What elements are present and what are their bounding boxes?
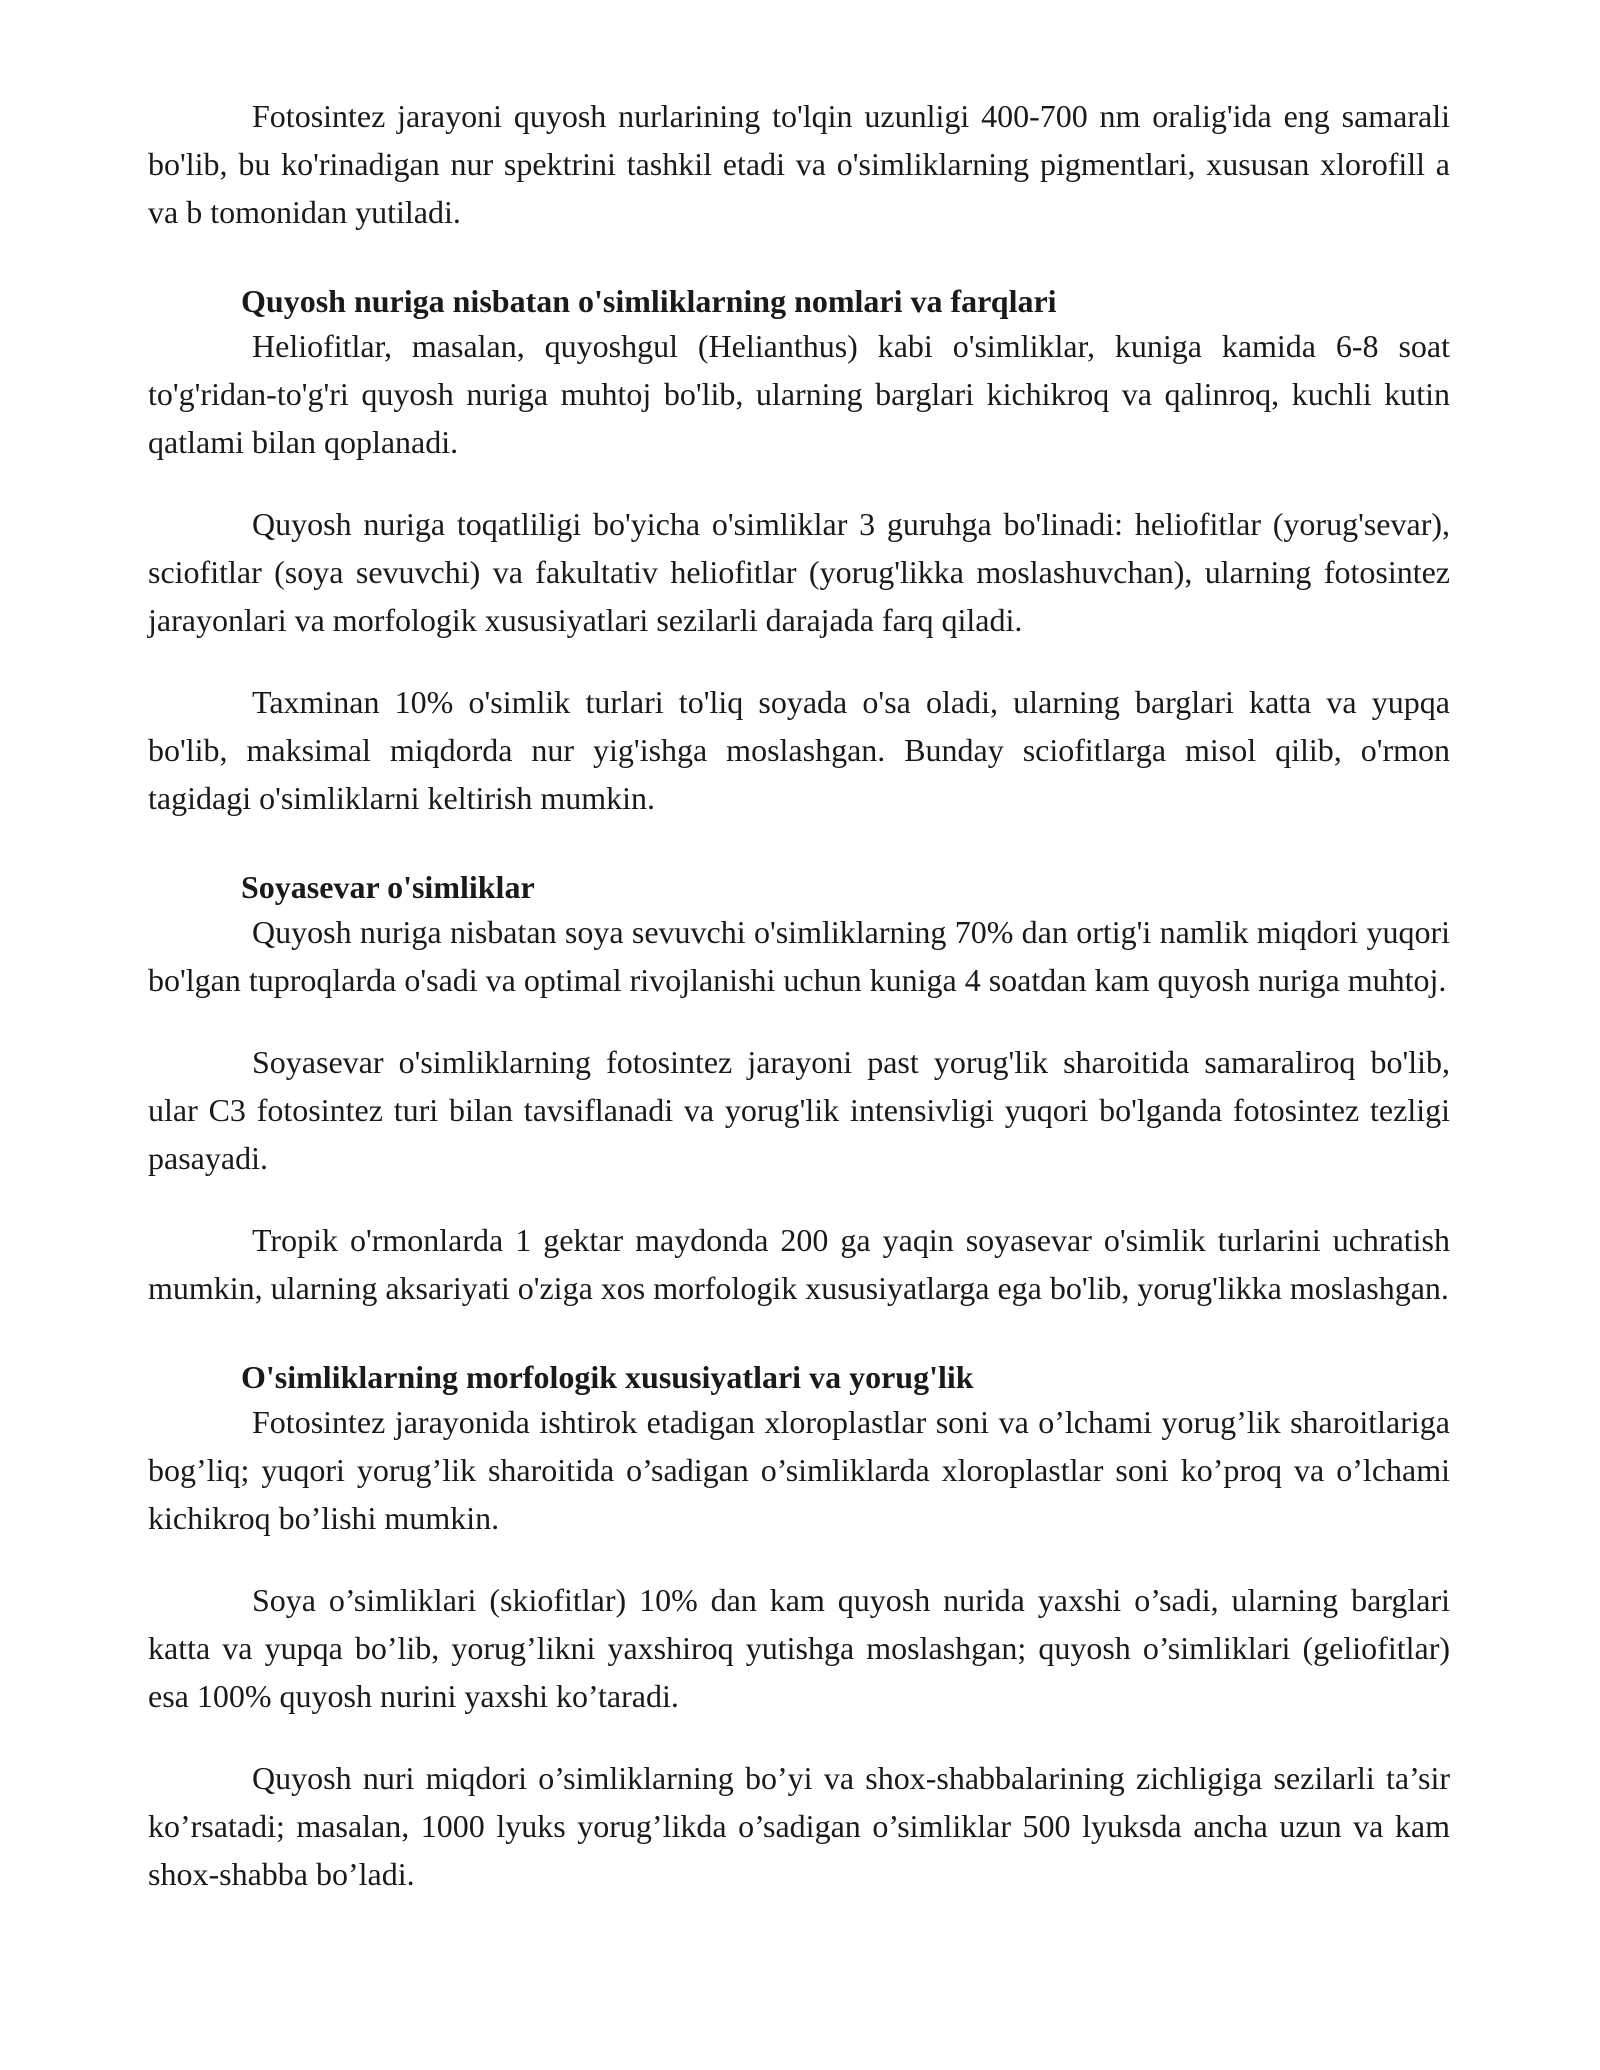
paragraph-shade-moisture: Quyosh nuriga nisbatan soya sevuvchi o'simliklarning 70% dan ortig'i namlik miqdori yuqori bo'lgan tuproqlarda o'sadi va optimal rivojlanishi uchun kuniga 4 soatdan kam quyosh nuriga muhtoj. (148, 914, 1450, 998)
heading-plant-names: Quyosh nuriga nisbatan o'simliklarning nomlari va farqlari (241, 283, 1057, 319)
paragraph-tropical-forests: Tropik o'rmonlarda 1 gektar maydonda 200 ga yaqin soyasevar o'simlik turlarini uchratish mumkin, ularning aksariyati o'ziga xos morfologik xususiyatlarga ega bo'lib, yorug'likka moslashgan. (148, 1222, 1450, 1306)
paragraph-shade-photosynthesis: Soyasevar o'simliklarning fotosintez jarayoni past yorug'lik sharoitida samaraliroq bo'lib, ular C3 fotosintez turi bilan tavsiflanadi va yorug'lik intensivligi yuqori bo'lganda fotosintez tezligi pasayadi. (148, 1044, 1450, 1176)
paragraph-shade-species: Taxminan 10% o'simlik turlari to'liq soyada o'sa oladi, ularning barglari katta va yupqa bo'lib, maksimal miqdorda nur yig'ishga moslashgan. Bunday sciofitlarga misol qilib, o'rmon tagidagi o'simliklarni keltirish mumkin. (148, 684, 1450, 816)
paragraph-light-amount: Quyosh nuri miqdori o’simliklarning bo’yi va shox-shabbalarining zichligiga sezilarli ta’sir ko’rsatadi; masalan, 1000 lyuks yorug’likda o’sadigan o’simliklar 500 lyuksda ancha uzun va kam shox-shabba bo’ladi. (148, 1760, 1450, 1892)
document-page (148, 92, 1450, 1898)
paragraph-chloroplasts: Fotosintez jarayonida ishtirok etadigan xloroplastlar soni va o’lchami yorug’lik sharoitlariga bog’liq; yuqori yorug’lik sharoitida o’sadigan o’simliklarda xloroplastlar soni ko’proq va o’lchami kichikroq bo’lishi mumkin. (148, 1404, 1450, 1536)
heading-morphology: O'simliklarning morfologik xususiyatlari va yorug'lik (241, 1359, 974, 1395)
heading-shade-plants: Soyasevar o'simliklar (241, 869, 535, 905)
paragraph-three-groups: Quyosh nuriga toqatliligi bo'yicha o'simliklar 3 guruhga bo'linadi: heliofitlar (yorug'sevar), sciofitlar (soya sevuvchi) va fakultativ heliofitlar (yorug'likka moslashuvchan), ularning fotosintez jarayonlari va morfologik xususiyatlari sezilarli darajada farq qiladi. (148, 506, 1450, 638)
paragraph-heliophytes: Heliofitlar, masalan, quyoshgul (Helianthus) kabi o'simliklar, kuniga kamida 6-8 soat to'g'ridan-to'g'ri quyosh nuriga muhtoj bo'lib, ularning barglari kichikroq va qalinroq, kuchli kutin qatlami bilan qoplanadi. (148, 328, 1450, 460)
paragraph-sciophytes: Soya o’simliklari (skiofitlar) 10% dan kam quyosh nurida yaxshi o’sadi, ularning barglari katta va yupqa bo’lib, yorug’likni yaxshiroq yutishga moslashgan; quyosh o’simliklari (geliofitlar) esa 100% quyosh nurini yaxshi ko’taradi. (148, 1582, 1450, 1714)
paragraph-wavelength: Fotosintez jarayoni quyosh nurlarining to'lqin uzunligi 400-700 nm oralig'ida eng samarali bo'lib, bu ko'rinadigan nur spektrini tashkil etadi va o'simliklarning pigmentlari, xususan xlorofill a va b tomonidan yutiladi. (148, 98, 1450, 230)
